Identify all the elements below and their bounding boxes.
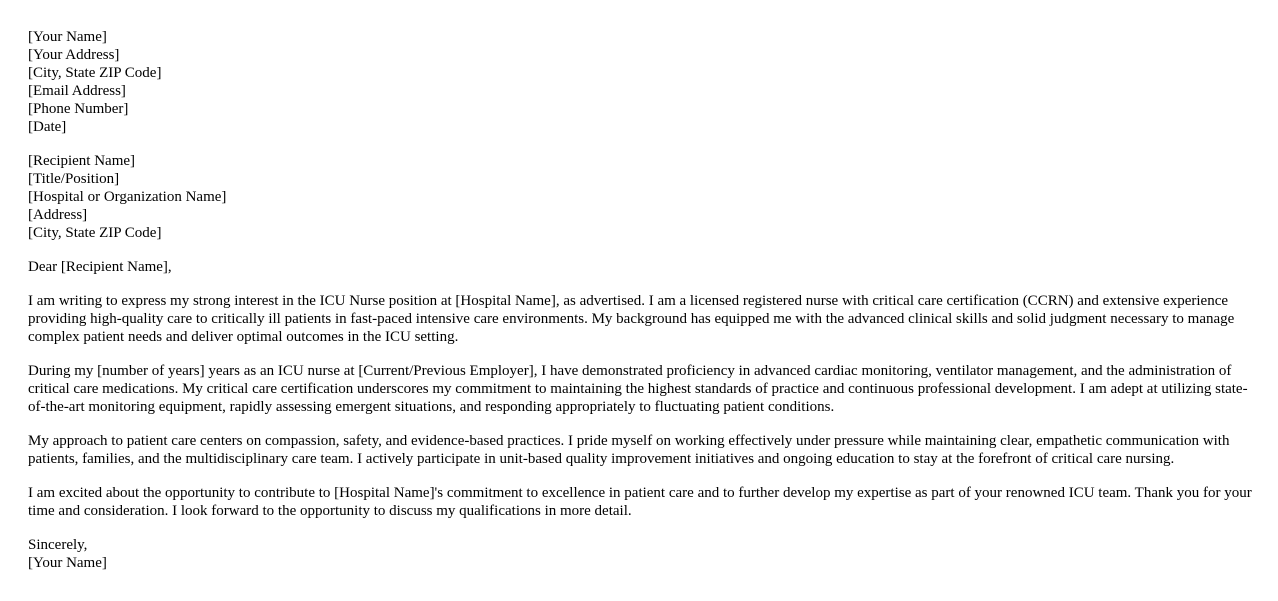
body-paragraph-intro: I am writing to express my strong interest in the ICU Nurse position at [Hospital Name], as advertised. I am a licensed registered nurse with critical care certification (CCRN) and extensive experience providing high-quality care to critically ill patients in fast-paced intensive care environments. My background has equipped me with the advanced clinical skills and solid judgment necessary to manage complex patient needs and deliver optimal outcomes in the ICU setting. [28,293,1235,345]
cover-letter [28,28,1254,572]
sender-phone: [Phone Number] [28,101,129,117]
recipient-address: [Address] [28,207,88,223]
sender-email: [Email Address] [28,83,126,99]
closing-block [28,536,1254,572]
recipient-title: [Title/Position] [28,171,120,187]
sender-city-state-zip: [City, State ZIP Code] [28,65,162,81]
recipient-city-state-zip: [City, State ZIP Code] [28,225,162,241]
recipient-organization: [Hospital or Organization Name] [28,189,227,205]
body-paragraph-experience: During my [number of years] years as an ICU nurse at [Current/Previous Employer], I have demonstrated proficiency in advanced cardiac monitoring, ventilator management, and the administration of critical care medications. My critical care certification underscores my commitment to maintaining the highest standards of practice and continuous professional development. I am adept at utilizing state-of-the-art monitoring equipment, rapidly assessing emergent situations, and responding appropriately to fluctuating patient conditions. [28,363,1248,415]
body-paragraph-closing: I am excited about the opportunity to contribute to [Hospital Name]'s commitment to excellence in patient care and to further develop my expertise as part of your renowned ICU team. Thank you for your time and consideration. I look forward to the opportunity to discuss my qualifications in more detail. [28,485,1252,519]
sender-name: [Your Name] [28,29,107,45]
letter-date: [Date] [28,119,67,135]
valediction: Sincerely, [28,537,88,553]
signature-name: [Your Name] [28,555,107,571]
body-paragraph-approach: My approach to patient care centers on compassion, safety, and evidence-based practices. I pride myself on working effectively under pressure while maintaining clear, empathetic communication with patients, families, and the multidisciplinary care team. I actively participate in unit-based quality improvement initiatives and ongoing education to stay at the forefront of critical care nursing. [28,433,1230,467]
recipient-address-block [28,152,1254,242]
sender-address-block [28,28,1254,136]
salutation: Dear [Recipient Name], [28,259,172,275]
sender-address: [Your Address] [28,47,120,63]
recipient-name: [Recipient Name] [28,153,136,169]
